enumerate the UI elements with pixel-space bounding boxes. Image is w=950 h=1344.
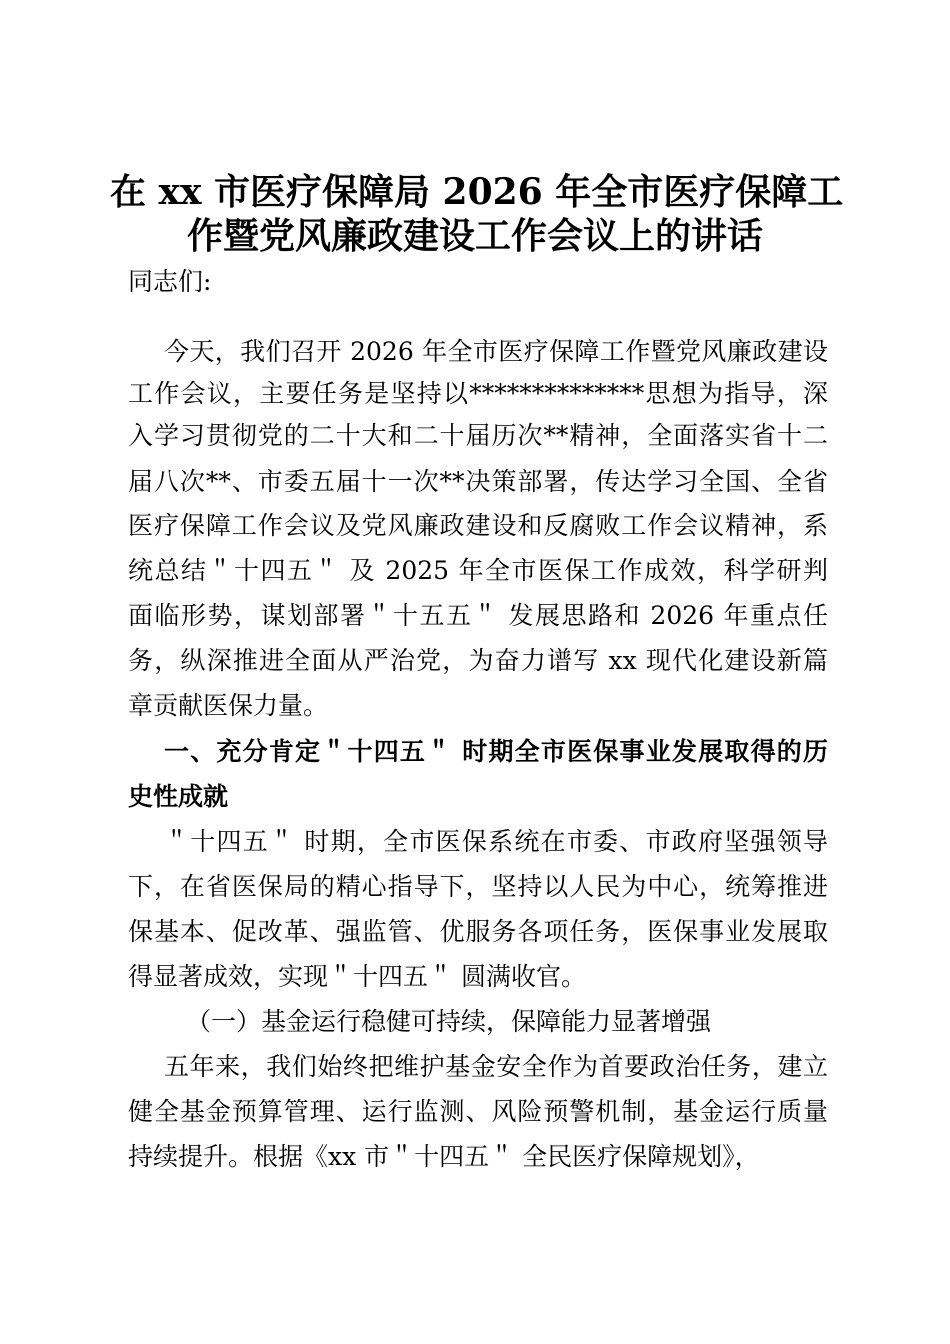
subsection-paragraph-line: 持续提升。根据《xx 市＂十四五＂ 全民医疗保障规划》， [128,1142,760,1171]
intro-line: 届八次**、市委五届十一次**决策部署，传达学习全国、全省 [128,467,828,496]
section-paragraph-line: 保基本、促改革、强监管、优服务各项任务，医保事业发展取 [128,917,828,946]
section-paragraph-line: 下，在省医保局的精心指导下，坚持以人民为中心，统筹推进 [128,872,828,901]
intro-line: 务，纵深推进全面从严治党，为奋力谱写 xx 现代化建设新篇 [128,646,828,675]
subsection-paragraph-line: 健全基金预算管理、运行监测、风险预警机制，基金运行质量 [128,1097,828,1126]
intro-line: 面临形势，谋划部署＂十五五＂ 发展思路和 2026 年重点任 [128,601,828,630]
subsection-paragraph-line: 五年来，我们始终把维护基金安全作为首要政治任务，建立 [164,1052,828,1081]
section-heading-line: 一、充分肯定＂十四五＂ 时期全市医保事业发展取得的历 [164,737,828,766]
subsection-heading: （一）基金运行稳健可持续，保障能力显著增强 [186,1007,712,1036]
intro-line: 章贡献医保力量。 [128,691,329,720]
section-heading-line: 史性成就 [128,782,229,811]
document-title-line-2: 作暨党风廉政建设工作会议上的讲话 [186,215,763,257]
intro-line: 医疗保障工作会议及党风廉政建设和反腐败工作会议精神，系 [128,511,828,540]
intro-line: 工作会议，主要任务是坚持以**************思想为指导，深 [128,379,828,408]
intro-line: 今天，我们召开 2026 年全市医疗保障工作暨党风廉政建设 [164,337,828,366]
section-paragraph-line: ＂十四五＂ 时期，全市医保系统在市委、市政府坚强领导 [164,827,828,856]
salutation: 同志们: [128,267,212,296]
intro-line: 入学习贯彻党的二十大和二十届历次**精神，全面落实省十二 [128,421,828,450]
intro-line: 统总结＂十四五＂ 及 2025 年全市医保工作成效，科学研判 [128,556,828,585]
section-paragraph-line: 得显著成效，实现＂十四五＂ 圆满收官。 [128,962,586,991]
document-title-line-1: 在 xx 市医疗保障局 2026 年全市医疗保障工 [110,171,844,213]
